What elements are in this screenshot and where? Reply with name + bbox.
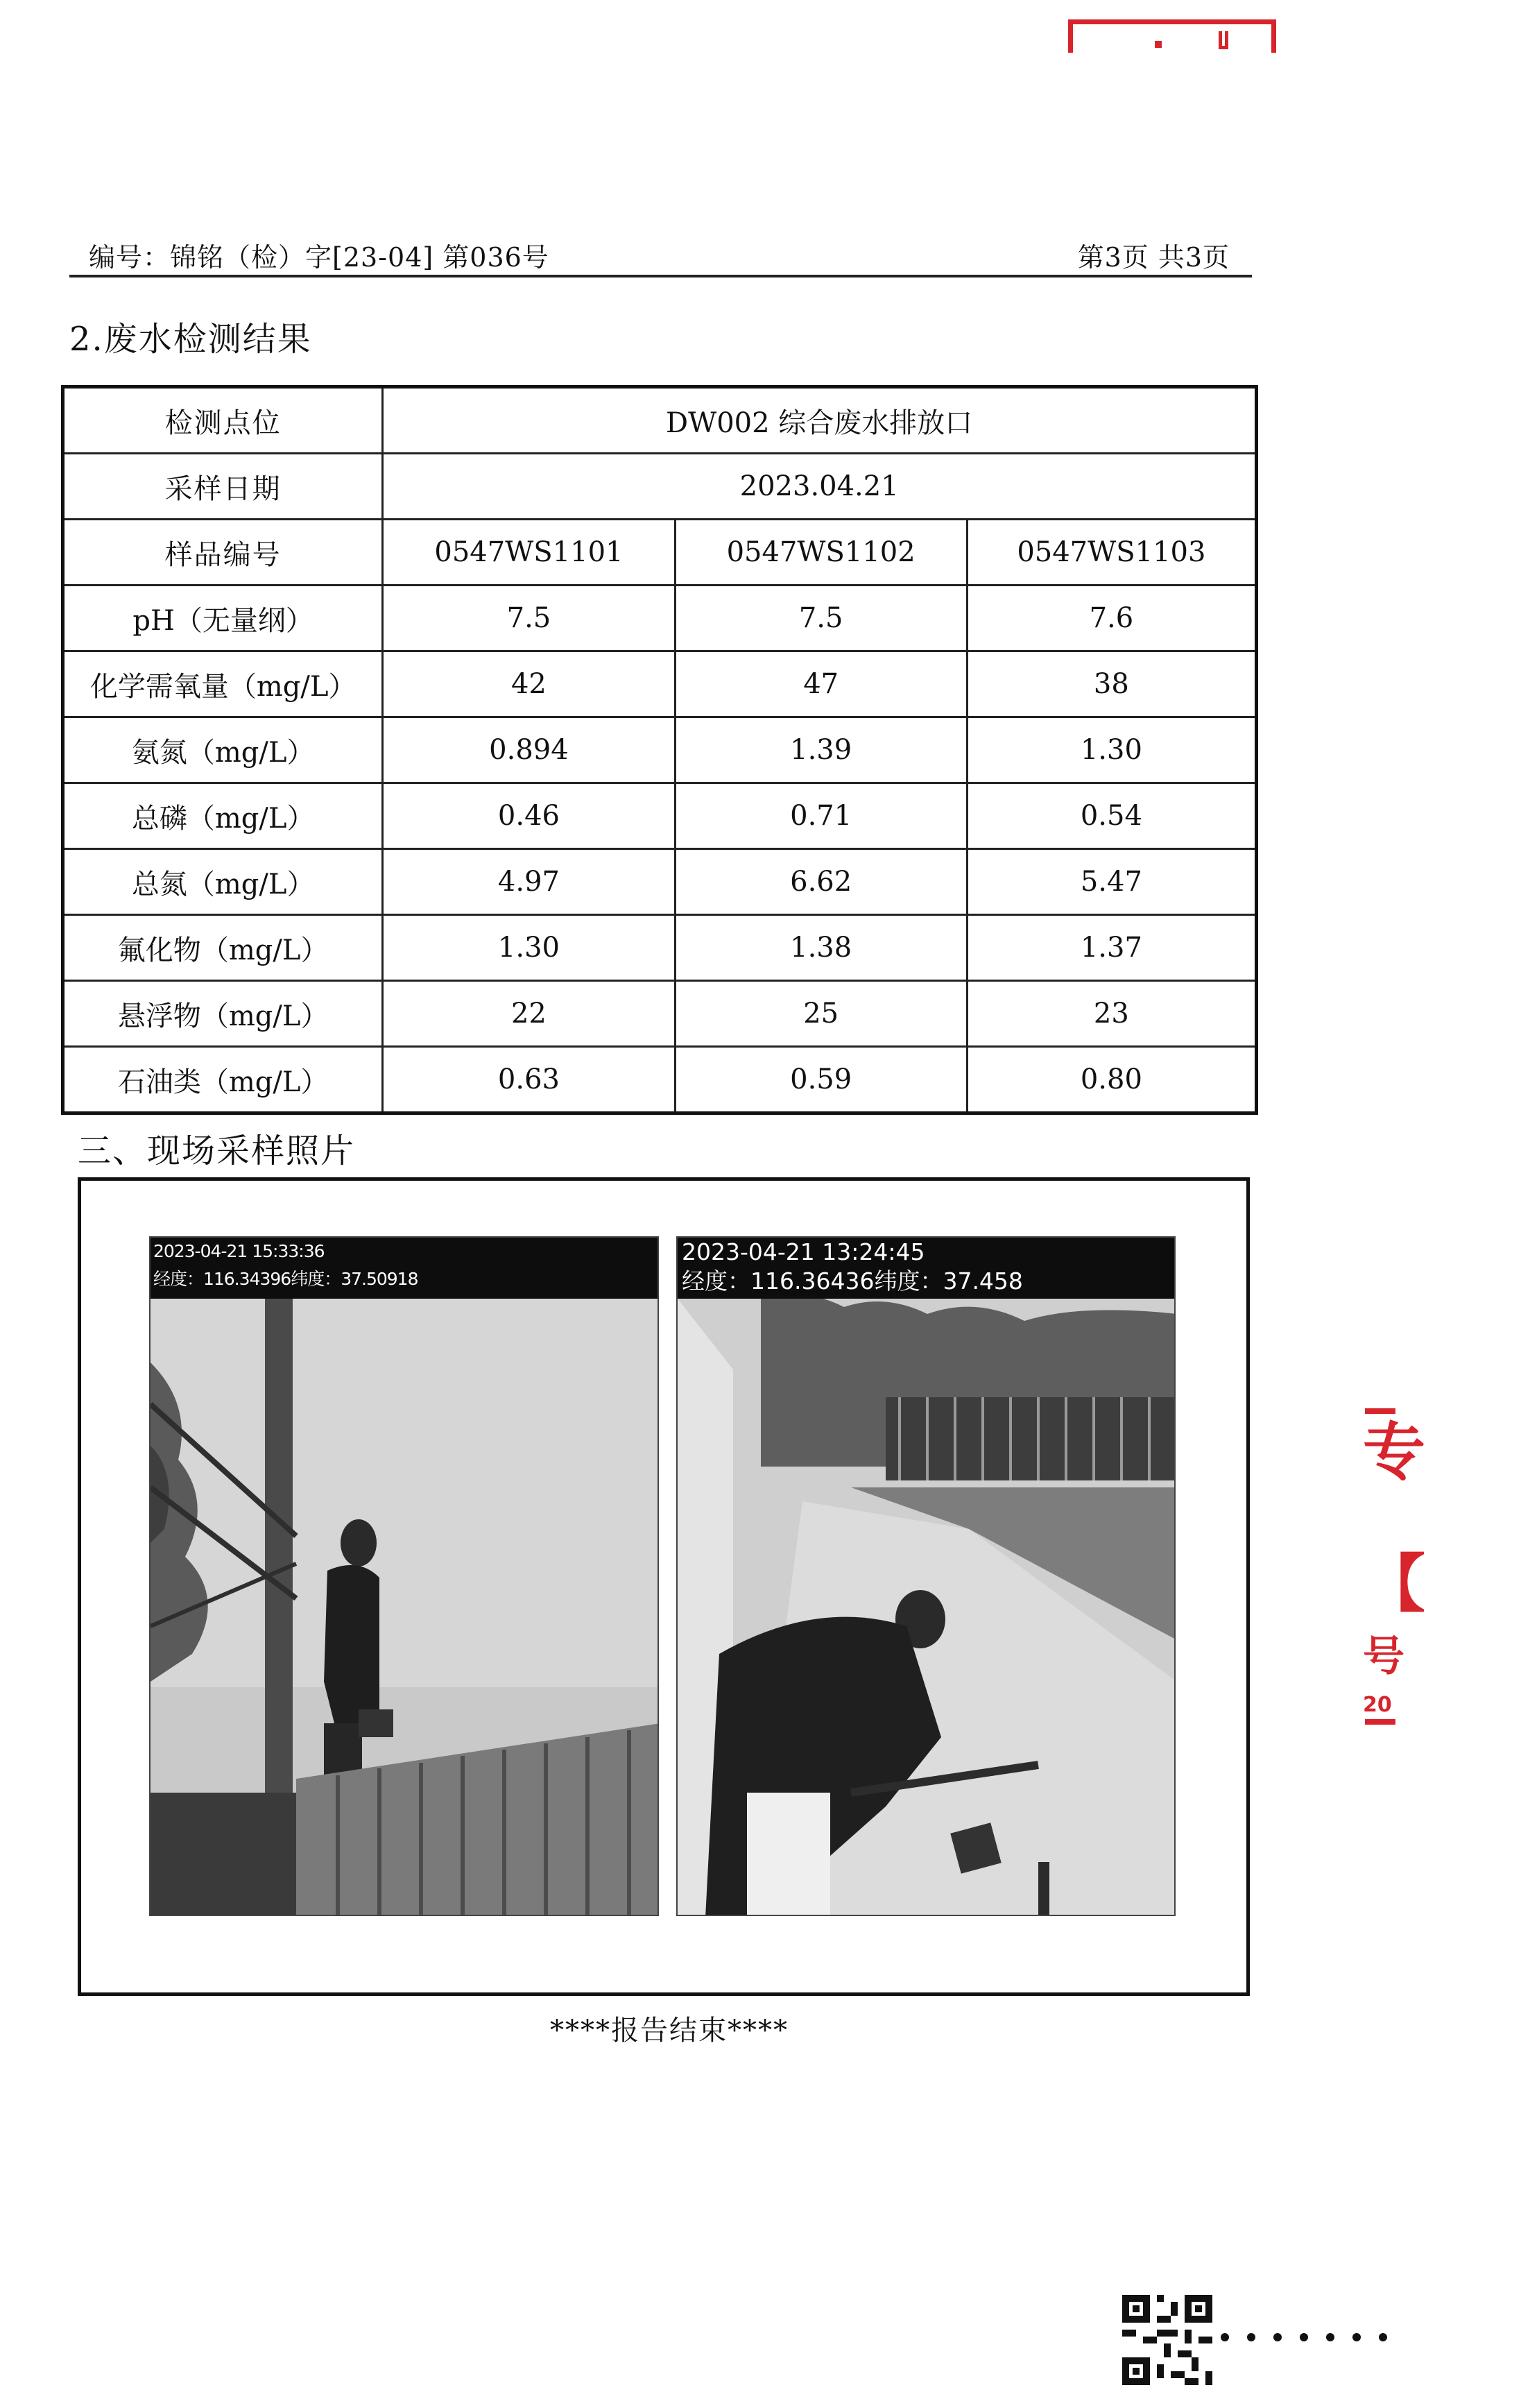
row-label: 总磷（mg/L） <box>63 783 383 849</box>
wastewater-results-table <box>61 385 1258 1115</box>
report-number: 编号：锦铭（检）字[23-04] 第036号 <box>89 242 549 273</box>
row-label: 总氮（mg/L） <box>63 849 383 915</box>
table-cell: 0547WS1101 <box>383 520 675 586</box>
table-cell: 0.59 <box>675 1047 967 1113</box>
row-label: pH（无量纲） <box>63 586 383 651</box>
table-cell: 25 <box>675 981 967 1047</box>
table-row <box>63 387 1257 454</box>
photo-coordinates: 经度：116.36436纬度：37.458 <box>682 1267 1023 1295</box>
table-row <box>63 981 1257 1047</box>
photo-coordinates: 经度：116.34396纬度：37.50918 <box>153 1269 418 1289</box>
seam-stamp-fragment: 【 <box>1363 1548 1425 1621</box>
row-label: 检测点位 <box>63 387 383 454</box>
table-cell: 0.63 <box>383 1047 675 1113</box>
seam-stamp-fragment: 号 <box>1363 1632 1404 1681</box>
table-cell: 7.6 <box>967 586 1256 651</box>
row-label: 石油类（mg/L） <box>63 1047 383 1113</box>
footer-dots <box>1221 2331 1405 2344</box>
section-title-photos: 三、现场采样照片 <box>78 1132 356 1170</box>
photo-timestamp: 2023-04-21 13:24:45 <box>682 1238 925 1265</box>
report-end-note: ****报告结束**** <box>550 2015 789 2047</box>
table-cell: 1.39 <box>675 717 967 783</box>
table-cell: 42 <box>383 651 675 717</box>
photo-scene-right <box>678 1238 1176 1916</box>
site-photo-left <box>149 1236 659 1916</box>
table-cell: 1.30 <box>383 915 675 981</box>
table-row <box>63 520 1257 586</box>
table-cell: 7.5 <box>675 586 967 651</box>
table-row <box>63 1047 1257 1113</box>
table-cell: 0547WS1102 <box>675 520 967 586</box>
table-cell: 0.80 <box>967 1047 1256 1113</box>
table-row <box>63 783 1257 849</box>
table-cell: 0.71 <box>675 783 967 849</box>
table-cell: 1.38 <box>675 915 967 981</box>
table-row <box>63 454 1257 520</box>
table-cell: 22 <box>383 981 675 1047</box>
table-cell: 0.894 <box>383 717 675 783</box>
row-label: 悬浮物（mg/L） <box>63 981 383 1047</box>
photo-timestamp: 2023-04-21 15:33:36 <box>153 1241 325 1261</box>
table-row <box>63 586 1257 651</box>
photo-timestamp-bar <box>151 1238 658 1299</box>
table-cell: 23 <box>967 981 1256 1047</box>
table-cell: 2023.04.21 <box>383 454 1257 520</box>
seam-stamp-fragment: 专 <box>1363 1416 1425 1489</box>
table-row <box>63 651 1257 717</box>
table-row <box>63 915 1257 981</box>
header-rule <box>69 275 1252 277</box>
page-info: 第3页 共3页 <box>1077 242 1230 273</box>
table-cell: 0.46 <box>383 783 675 849</box>
table-cell: 0547WS1103 <box>967 520 1256 586</box>
row-label: 采样日期 <box>63 454 383 520</box>
photo-scene-left <box>151 1238 659 1916</box>
row-label: 氟化物（mg/L） <box>63 915 383 981</box>
site-photo-right <box>676 1236 1176 1916</box>
row-label: 氨氮（mg/L） <box>63 717 383 783</box>
table-cell: 7.5 <box>383 586 675 651</box>
table-cell: 0.54 <box>967 783 1256 849</box>
seam-stamp-fragment: 20 <box>1363 1693 1392 1717</box>
seam-stamp-bar <box>1365 1719 1395 1725</box>
table-cell: 1.30 <box>967 717 1256 783</box>
top-stamp-fragment <box>1068 19 1276 53</box>
row-label: 样品编号 <box>63 520 383 586</box>
table-cell: 47 <box>675 651 967 717</box>
table-cell: 1.37 <box>967 915 1256 981</box>
section-title-wastewater: 2.废水检测结果 <box>69 320 312 359</box>
table-row <box>63 717 1257 783</box>
table-cell: 4.97 <box>383 849 675 915</box>
qr-code-icon <box>1122 2295 1212 2385</box>
table-cell: 6.62 <box>675 849 967 915</box>
photo-timestamp-bar <box>678 1238 1174 1299</box>
table-cell: 38 <box>967 651 1256 717</box>
table-cell: DW002 综合废水排放口 <box>383 387 1257 454</box>
table-cell: 5.47 <box>967 849 1256 915</box>
table-row <box>63 849 1257 915</box>
row-label: 化学需氧量（mg/L） <box>63 651 383 717</box>
